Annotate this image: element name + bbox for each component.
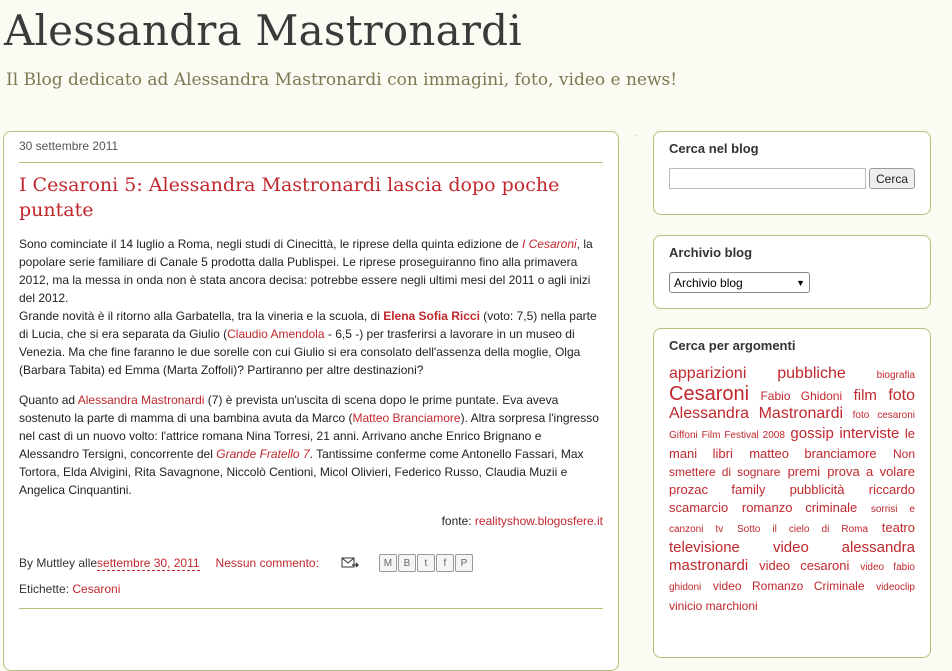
pinterest-icon[interactable]: P bbox=[455, 554, 473, 572]
link-alessandra-mastronardi[interactable]: Alessandra Mastronardi bbox=[77, 393, 205, 407]
text: Sono cominciate il 14 luglio a Roma, negli studi di Cinecittà, le riprese della quinta edizione de bbox=[19, 237, 522, 251]
tag-link[interactable]: televisione bbox=[669, 539, 740, 556]
search-button[interactable]: Cerca bbox=[869, 168, 915, 189]
post-panel bbox=[3, 131, 619, 671]
tag-link[interactable]: Sotto il cielo di Roma bbox=[737, 524, 869, 535]
link-claudio-amendola[interactable]: Claudio Amendola bbox=[227, 327, 325, 341]
tag-link[interactable]: riccardo scamarcio bbox=[669, 482, 916, 515]
tag-link[interactable]: video alessandra mastronardi bbox=[669, 539, 915, 574]
tag-link[interactable]: interviste bbox=[839, 425, 900, 442]
tag-link[interactable]: film bbox=[853, 387, 877, 404]
tag-link[interactable]: pubblicità bbox=[789, 482, 845, 497]
text: . Tantissime conferme come Antonello Fassari, Max Tortora, Elda Alvigini, Rita Savagnone, Niccolò Centioni, Micol Olivieri, Federico Russo, Claudia Muzii e Angelica Cinquantini. bbox=[19, 447, 584, 497]
tag-link[interactable]: gossip bbox=[790, 425, 834, 442]
post-paragraph-1 bbox=[19, 235, 603, 379]
tag-link[interactable]: premi bbox=[787, 464, 821, 479]
archive-widget bbox=[653, 235, 931, 309]
source-label: fonte: bbox=[441, 514, 475, 528]
label-link-cesaroni[interactable]: Cesaroni bbox=[72, 582, 121, 596]
blog-description: Il Blog dedicato ad Alessandra Mastronardi con immagini, foto, video e news! bbox=[6, 70, 678, 90]
link-i-cesaroni[interactable]: I Cesaroni bbox=[521, 237, 577, 251]
blogthis-icon[interactable]: B bbox=[398, 554, 416, 572]
tag-link[interactable]: Non smettere di sognare bbox=[669, 447, 915, 479]
labels-label: Etichette: bbox=[19, 582, 73, 596]
search-input[interactable] bbox=[669, 168, 866, 189]
link-matteo-branciamore[interactable]: Matteo Branciamore bbox=[352, 411, 461, 425]
tag-link[interactable]: matteo branciamore bbox=[749, 446, 877, 461]
comments-link[interactable]: Nessun commento: bbox=[215, 556, 319, 570]
tag-link[interactable]: prozac family bbox=[669, 482, 766, 497]
share-buttons bbox=[379, 554, 474, 572]
twitter-icon[interactable]: t bbox=[417, 554, 435, 572]
tag-cloud bbox=[669, 365, 915, 615]
tag-link[interactable]: teatro bbox=[881, 520, 915, 535]
email-post-icon[interactable] bbox=[341, 556, 359, 570]
blog-title[interactable]: Alessandra Mastronardi bbox=[4, 6, 522, 55]
separator-dot: · bbox=[634, 131, 637, 140]
text: ). Altra sorpresa l'ingresso nel cast di un nuovo volto: l'attrice romana Nina Torresi, 21 anni. Arrivano anche Enrico Brignano e Alessandro Tersigni, concorrente del bbox=[19, 411, 599, 461]
tag-link[interactable]: videoclip bbox=[876, 582, 915, 593]
tags-widget-title: Cerca per argomenti bbox=[669, 338, 796, 353]
source-link[interactable]: realityshow.blogosfere.it bbox=[474, 514, 603, 528]
post-paragraph-2 bbox=[19, 391, 603, 499]
tag-link[interactable]: foto Alessandra Mastronardi bbox=[669, 387, 916, 422]
post-body bbox=[19, 235, 603, 530]
tag-link[interactable]: sorrisi e canzoni tv bbox=[669, 504, 915, 535]
text: , la popolare serie familiare di Canale 5 prodotta dalla Publispei. Le riprese proseguiranno fino alla primavera 2012, ma la messa in onda non è stata ancora decisa: potrebbe essere negli ultimi mesi del 2011 o agli inizi del 2012. bbox=[19, 237, 593, 305]
chevron-down-icon: ▼ bbox=[796, 277, 805, 288]
tag-link[interactable]: romanzo criminale bbox=[741, 500, 858, 515]
email-share-icon[interactable]: M bbox=[379, 554, 397, 572]
tag-link[interactable]: le mani libri bbox=[669, 426, 915, 461]
tag-link[interactable]: video fabio ghidoni bbox=[669, 562, 915, 593]
post-title[interactable]: I Cesaroni 5: Alessandra Mastronardi lascia dopo poche puntate bbox=[19, 174, 560, 221]
text: (voto: 7,5) nella parte di Lucia, che si era separata da Giulio ( bbox=[19, 309, 597, 341]
tag-link[interactable]: Giffoni Film Festival 2008 bbox=[669, 430, 785, 441]
search-widget-title: Cerca nel blog bbox=[669, 141, 759, 156]
post-footer bbox=[19, 554, 603, 572]
post-source bbox=[19, 512, 603, 530]
tag-link[interactable]: Cesaroni bbox=[669, 383, 750, 405]
text: Grande novità è il ritorno alla Garbatella, tra la vineria e la scuola, di bbox=[19, 309, 384, 323]
post-date: 30 settembre 2011 bbox=[19, 139, 603, 163]
text: - 6,5 -) per trasferirsi a lavorare in un museo di Venezia. Ma che fine faranno le due sorelle con cui Giulio si era consolato dell'assenza della moglie, Olga (Barbara Tabita) ed Emma (Marta Zoffoli)? Partiranno per altre destinazioni? bbox=[19, 327, 581, 377]
search-widget bbox=[653, 131, 931, 215]
text: (7) è prevista un'uscita di scena dopo le prime puntate. Eva aveva sostenuto la parte di mamma di una bambina avuta da Marco ( bbox=[19, 393, 559, 425]
tag-link[interactable]: video Romanzo Criminale bbox=[712, 579, 865, 593]
link-elena-sofia-ricci[interactable]: Elena Sofia Ricci bbox=[383, 309, 480, 323]
tag-link[interactable]: Fabio Ghidoni bbox=[760, 389, 843, 403]
tag-link[interactable]: foto cesaroni bbox=[852, 410, 916, 421]
archive-widget-title: Archivio blog bbox=[669, 245, 753, 260]
tag-link[interactable]: prova a volare bbox=[827, 464, 915, 479]
tag-link[interactable]: vinicio marchioni bbox=[669, 599, 758, 613]
timestamp-link[interactable]: settembre 30, 2011 bbox=[97, 555, 200, 570]
tags-widget bbox=[653, 328, 931, 658]
archive-select[interactable] bbox=[669, 272, 810, 293]
facebook-icon[interactable]: f bbox=[436, 554, 454, 572]
link-grande-fratello[interactable]: Grande Fratello 7 bbox=[216, 447, 310, 461]
post-labels bbox=[19, 582, 603, 609]
author-label: By Muttley alle bbox=[19, 556, 98, 570]
text: Quanto ad bbox=[19, 393, 78, 407]
tag-link[interactable]: apparizioni pubbliche bbox=[669, 365, 846, 382]
tag-link[interactable]: biografia bbox=[876, 370, 915, 381]
tag-link[interactable]: video cesaroni bbox=[759, 558, 850, 573]
archive-selected-value: Archivio blog bbox=[674, 275, 743, 290]
